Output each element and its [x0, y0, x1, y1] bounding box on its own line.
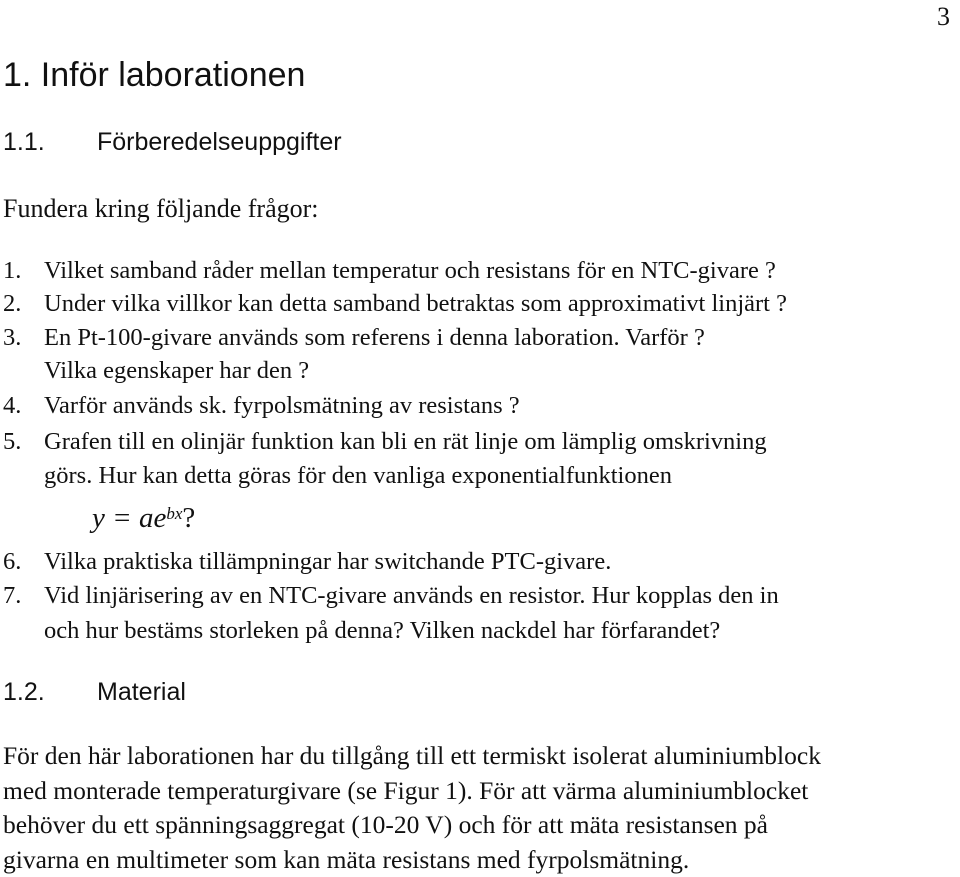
question-number: 6. — [3, 548, 22, 575]
paragraph-line: behöver du ett spänningsaggregat (10-20 V) och för att mäta resistansen på — [3, 810, 768, 839]
question-number: 2. — [3, 290, 22, 317]
paragraph-line: givarna en multimeter som kan mäta resistans med fyrpolsmätning. — [3, 844, 690, 874]
question-3 — [3, 322, 705, 354]
material-paragraph — [3, 739, 953, 877]
question-text: Vilka praktiska tillämpningar har switchande PTC-givare. — [44, 548, 612, 575]
question-number: 5. — [3, 428, 22, 455]
question-7 — [3, 580, 779, 612]
question-number: 1. — [3, 257, 22, 284]
question-number: 4. — [3, 392, 22, 419]
exponential-formula — [92, 498, 195, 538]
question-1 — [3, 255, 776, 287]
formula-suffix: ? — [182, 502, 196, 534]
subsection-title: Förberedelseuppgifter — [97, 128, 342, 156]
question-5 — [3, 426, 767, 458]
question-number: 3. — [3, 324, 22, 351]
page-number: 3 — [937, 2, 950, 31]
question-text: En Pt-100-givare används som referens i denna laboration. Varför ? — [44, 324, 705, 351]
question-text: Under vilka villkor kan detta samband betraktas som approximativt linjärt ? — [44, 290, 787, 317]
question-4 — [3, 390, 520, 422]
question-6 — [3, 546, 611, 578]
question-text: Grafen till en olinjär funktion kan bli en rät linje om lämplig omskrivning — [44, 428, 767, 455]
intro-text: Fundera kring följande frågor: — [3, 194, 319, 223]
paragraph-line: För den här laborationen har du tillgång till ett termiskt isolerat aluminiumblock — [3, 741, 821, 770]
section-heading: 1. Inför laborationen — [3, 56, 306, 94]
question-text: Varför används sk. fyrpolsmätning av resistans ? — [44, 392, 520, 419]
question-text: Vid linjärisering av en NTC-givare används en resistor. Hur kopplas den in — [44, 582, 779, 609]
question-text: Vilket samband råder mellan temperatur och resistans för en NTC-givare ? — [44, 257, 776, 284]
paragraph-line: med monterade temperaturgivare (se Figur 1). För att värma aluminiumblocket — [3, 775, 809, 805]
subsection-number: 1.2. — [3, 678, 45, 706]
subsection-heading-material — [3, 677, 186, 707]
question-3-continuation: Vilka egenskaper har den ? — [44, 357, 310, 384]
question-2 — [3, 288, 787, 320]
subsection-number: 1.1. — [3, 128, 45, 156]
formula-base: y = ae — [92, 502, 167, 534]
subsection-heading-preparation — [3, 127, 342, 157]
formula-exponent: bx — [166, 504, 183, 523]
question-number: 7. — [3, 582, 22, 609]
question-5-continuation: görs. Hur kan detta göras för den vanliga exponentialfunktionen — [44, 462, 672, 489]
subsection-title: Material — [97, 678, 186, 706]
question-7-continuation: och hur bestäms storleken på denna? Vilken nackdel har förfarandet? — [44, 617, 721, 644]
